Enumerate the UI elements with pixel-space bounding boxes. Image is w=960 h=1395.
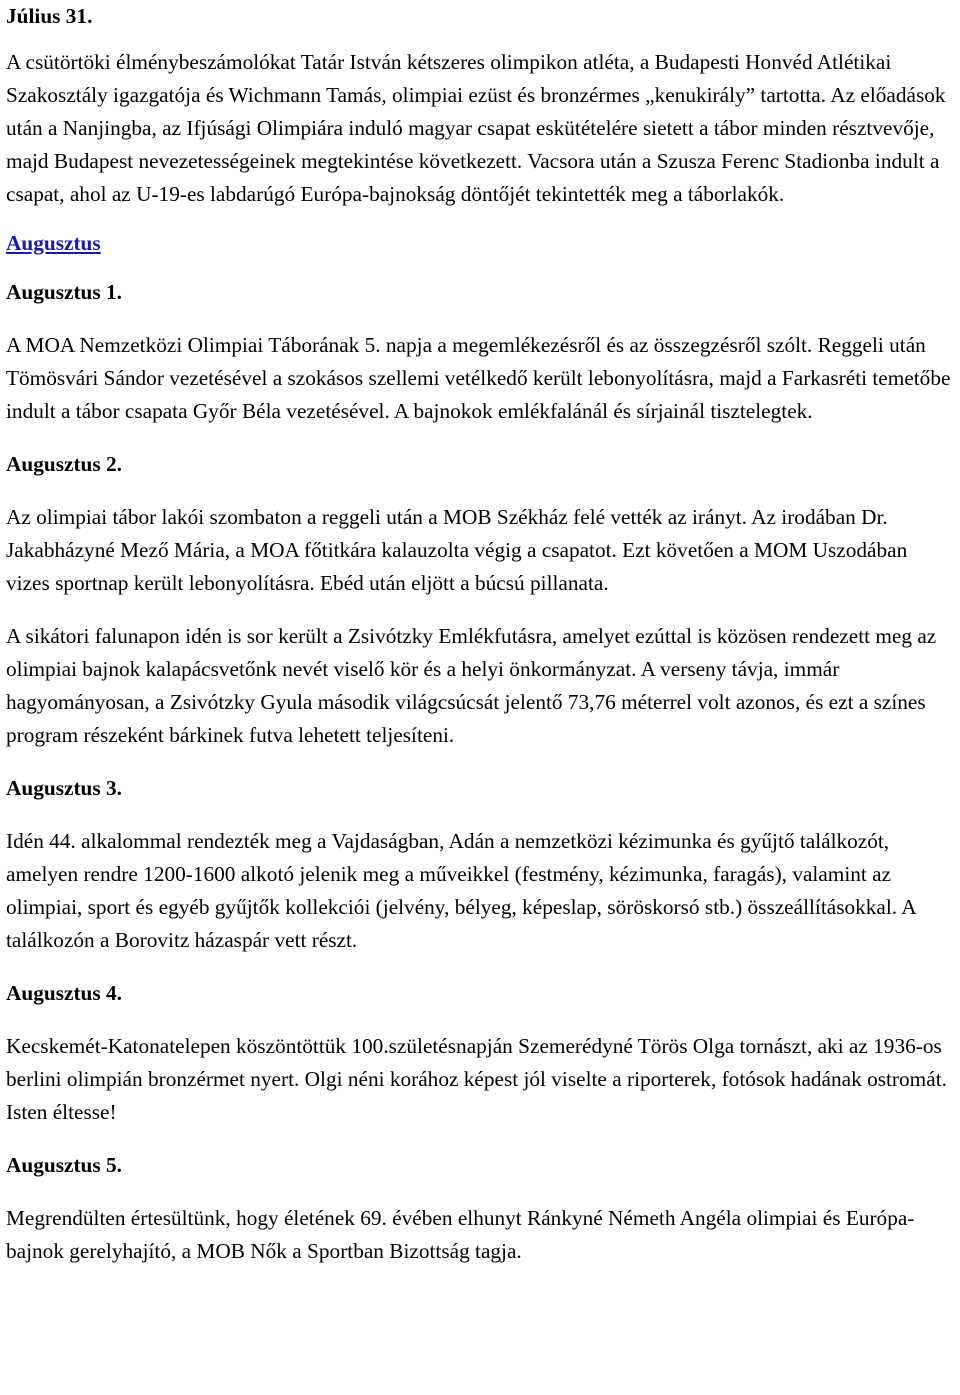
date-heading-aug1: Augusztus 1. — [6, 280, 122, 304]
paragraph-aug1: A MOA Nemzetközi Olimpiai Táborának 5. napja a megemlékezésről és az összegzésről szólt. Reggeli után Tömösvári Sándor vezetésével a szokásos szellemi vetélkedő került lebonyolításra, majd a Farkasréti temetőbe indult a tábor csapata Győr Béla vezetésével. A bajnokok emlékfalánál és sírjainál tisztelegtek. — [6, 333, 951, 423]
document-page — [6, 0, 956, 1268]
paragraph-aug2-zsivotzky: A sikátori falunapon idén is sor került a Zsivótzky Emlékfutásra, amelyet ezúttal is közösen rendezett meg az olimpiai bajnok kalapácsvetőnk nevét viselő kör és a helyi önkormányzat. A verseny távja, immár hagyományosan, a Zsivótzky Gyula második világcsúcsát jelentő 73,76 méterrel volt azonos, és ezt a színes program részeként bárkinek futva lehetett teljesíteni. — [6, 624, 937, 747]
date-heading-aug3: Augusztus 3. — [6, 776, 122, 800]
paragraph-aug5: Megrendülten értesültünk, hogy életének 69. évében elhunyt Ránkyné Németh Angéla olimpiai és Európa-bajnok gerelyhajító, a MOB Nők a Sportban Bizottság tagja. — [6, 1206, 915, 1263]
date-heading-aug2: Augusztus 2. — [6, 452, 122, 476]
date-heading-jul31: Július 31. — [6, 4, 93, 28]
date-heading-aug4: Augusztus 4. — [6, 981, 122, 1005]
month-link-augusztus[interactable]: Augusztus — [6, 231, 101, 255]
date-heading-aug5: Augusztus 5. — [6, 1153, 122, 1177]
paragraph-jul31: A csütörtöki élménybeszámolókat Tatár István kétszeres olimpikon atléta, a Budapesti Honvéd Atlétikai Szakosztály igazgatója és Wichmann Tamás, olimpiai ezüst és bronzérmes „kenukirály” tartotta. Az előadások után a Nanjingba, az Ifjúsági Olimpiára induló magyar csapat eskütételére sietett a tábor minden résztvevője, majd Budapest nevezetességeinek megtekintése következett. Vacsora után a Szusza Ferenc Stadionba indult a csapat, ahol az U-19-es labdarúgó Európa-bajnokság döntőjét tekintették meg a táborlakók. — [6, 50, 946, 206]
paragraph-aug4: Kecskemét-Katonatelepen köszöntöttük 100.születésnapján Szemerédyné Törös Olga tornászt, aki az 1936-os berlini olimpián bronzérmet nyert. Olgi néni korához képest jól viselte a riporterek, fotósok hadának ostromát. Isten éltesse! — [6, 1034, 947, 1124]
paragraph-aug3: Idén 44. alkalommal rendezték meg a Vajdaságban, Adán a nemzetközi kézimunka és gyűjtő találkozót, amelyen rendre 1200-1600 alkotó jelenik meg a műveikkel (festmény, kézimunka, faragás), valamint az olimpiai, sport és egyéb gyűjtők kollekciói (jelvény, bélyeg, képeslap, söröskorsó stb.) összeállításokkal. A találkozón a Borovitz házaspár vett részt. — [6, 829, 916, 952]
paragraph-aug2-tabor: Az olimpiai tábor lakói szombaton a reggeli után a MOB Székház felé vették az irányt. Az irodában Dr. Jakabházyné Mező Mária, a MOA főtitkára kalauzolta végig a csapatot. Ezt követően a MOM Uszodában vizes sportnap került lebonyolításra. Ebéd után eljött a búcsú pillanata. — [6, 505, 908, 595]
